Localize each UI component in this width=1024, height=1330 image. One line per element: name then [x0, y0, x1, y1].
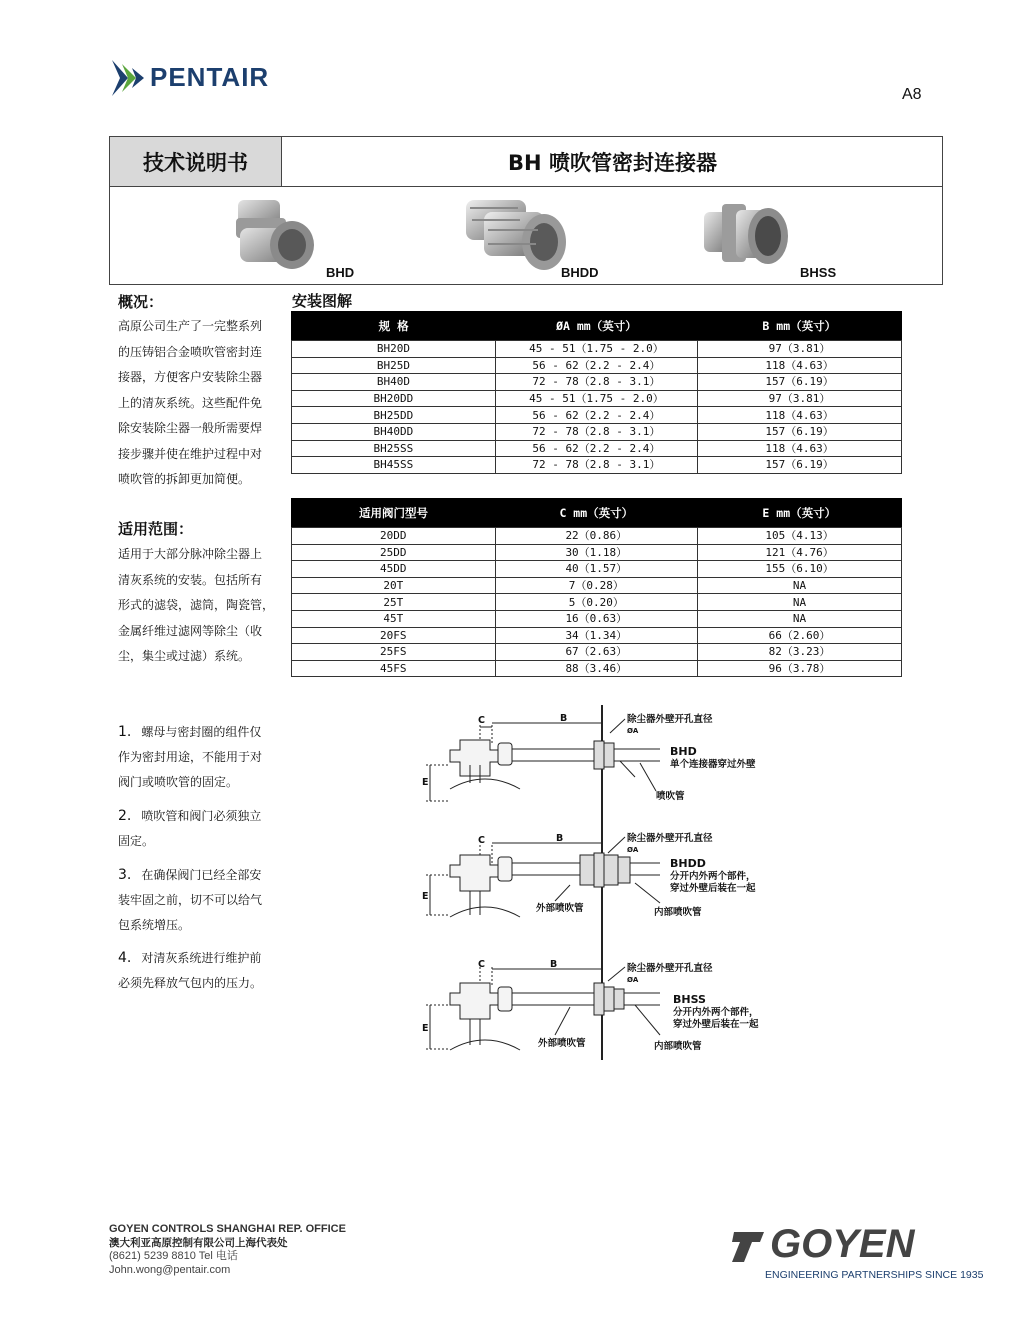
table-row: 25FS 67（2.63） 82（3.23） — [292, 644, 902, 661]
inner-pipe-label-3: 内部喷吹管 — [654, 1041, 702, 1052]
page-number: A8 — [902, 86, 922, 103]
scope-heading: 适用范围： — [118, 520, 194, 538]
dim-b-3: B — [550, 959, 558, 970]
model-bhd: BHD — [670, 745, 697, 758]
goyen-logo-icon — [730, 1230, 766, 1262]
installation-diagram — [420, 705, 780, 1065]
hole-label-2: 除尘器外壁开孔直径 — [627, 833, 713, 844]
doc-type-title: 技术说明书 — [110, 137, 282, 186]
col-header-a: ØA mm（英寸） — [495, 312, 697, 341]
table-row: 20FS 34（1.34） 66（2.60） — [292, 627, 902, 644]
note-1: 1. 螺母与密封圈的组件仅 作为密封用途，不能用于对 阀门或喷吹管的固定。 — [118, 724, 263, 789]
table-row: 20T 7（0.28） NA — [292, 577, 902, 594]
desc-bhd: 单个连接器穿过外壁 — [670, 759, 756, 770]
valve-table — [291, 498, 902, 677]
goyen-tagline: ENGINEERING PARTNERSHIPS SINCE 1935 — [765, 1269, 984, 1281]
col-header-spec: 规 格 — [292, 312, 496, 341]
col-header-valve: 适用阀门型号 — [292, 499, 496, 528]
hole-label-1: 除尘器外壁开孔直径 — [627, 714, 713, 725]
table-row: BH25DD 56 - 62（2.2 - 2.4） 118（4.63） — [292, 407, 902, 424]
model-bhdd: BHDD — [670, 857, 706, 870]
product-label-bhdd: BHDD — [561, 265, 599, 280]
spec-table — [291, 311, 902, 474]
dim-e-2: E — [422, 891, 429, 902]
dim-c-3: C — [478, 959, 485, 970]
note-4: 4. 对清灰系统进行维护前 必须先释放气包内的压力。 — [118, 950, 263, 990]
title-divider — [110, 186, 942, 187]
table-row: BH40DD 72 - 78（2.8 - 3.1） 157（6.19） — [292, 423, 902, 440]
col-header-b: B mm（英寸） — [698, 312, 902, 341]
dim-c-1: C — [478, 715, 485, 726]
table-row: 25DD 30（1.18） 121（4.76） — [292, 544, 902, 561]
overview-heading: 概况： — [118, 293, 164, 311]
bhss-product-image — [700, 198, 792, 276]
dim-a-1: ØA — [627, 727, 639, 735]
table-row: 25T 5（0.20） NA — [292, 594, 902, 611]
dim-e-3: E — [422, 1023, 429, 1034]
table-row: 45FS 88（3.46） 96（3.78） — [292, 660, 902, 677]
col-header-c: C mm（英寸） — [495, 499, 697, 528]
col-header-e: E mm（英寸） — [698, 499, 902, 528]
goyen-wordmark: GOYEN — [770, 1222, 915, 1266]
bhd-product-image — [228, 192, 318, 272]
table-row: BH45SS 72 - 78（2.8 - 3.1） 157（6.19） — [292, 457, 902, 474]
pentair-logo-icon — [108, 56, 148, 100]
outer-pipe-label-3: 外部喷吹管 — [538, 1038, 586, 1049]
model-bhss: BHSS — [673, 993, 706, 1006]
dim-e-1: E — [422, 777, 429, 788]
table-row: BH20DD 45 - 51（1.75 - 2.0） 97（3.81） — [292, 390, 902, 407]
product-label-bhss: BHSS — [800, 265, 837, 280]
dim-a-2: ØA — [627, 846, 639, 854]
spec-table-header — [292, 312, 902, 341]
pipe-label-1: 喷吹管 — [656, 791, 685, 802]
brand-name: PENTAIR — [150, 62, 270, 92]
table-row: BH20D 45 - 51（1.75 - 2.0） 97（3.81） — [292, 341, 902, 358]
install-heading: 安装图解 — [292, 292, 353, 310]
table-row: BH40D 72 - 78（2.8 - 3.1） 157（6.19） — [292, 374, 902, 391]
note-2: 2. 喷吹管和阀门必须独立 固定。 — [118, 808, 262, 848]
scope-text: 适用于大部分脉冲除尘器上 清灰系统的安装。包括所有 形式的滤袋，滤筒，陶瓷管， 金属纤维过滤网等除尘（收 尘，集尘或过滤）系统。 — [118, 547, 275, 663]
dim-b-1: B — [560, 713, 568, 724]
desc-bhdd-1: 分开内外两个部件， — [670, 871, 756, 882]
hole-label-3: 除尘器外壁开孔直径 — [627, 963, 713, 974]
desc-bhss-1: 分开内外两个部件， — [673, 1007, 759, 1018]
note-3: 3. 在确保阀门已经全部安 装牢固之前，切不可以给气 包系统增压。 — [118, 867, 263, 932]
desc-bhss-2: 穿过外壁后装在一起 — [673, 1019, 759, 1030]
bhdd-product-image — [458, 190, 568, 280]
table-row: 20DD 22（0.86） 105（4.13） — [292, 528, 902, 545]
dim-a-3: ØA — [627, 976, 639, 984]
inner-pipe-label-2: 内部喷吹管 — [654, 907, 702, 918]
table-row: BH25SS 56 - 62（2.2 - 2.4） 118（4.63） — [292, 440, 902, 457]
dim-b-2: B — [556, 833, 564, 844]
valve-table-header — [292, 499, 902, 528]
product-title: BH 喷吹管密封连接器 — [508, 150, 717, 175]
overview-text: 高原公司生产了一完整系列 的压铸铝合金喷吹管密封连 接器，方便客户安装除尘器 上的清灰系统。这些配件免 除安装除尘器一般所需要焊 接步骤并使在维护过程中对 喷吹管的拆卸更加简便。 — [118, 319, 263, 486]
product-label-bhd: BHD — [326, 265, 355, 280]
table-row: BH25D 56 - 62（2.2 - 2.4） 118（4.63） — [292, 357, 902, 374]
footer-contact: GOYEN CONTROLS SHANGHAI REP. OFFICE 澳大利亚高原控制有限公司上海代表处 (8621) 5239 8810 Tel 电话 John.wong@pentair.com — [109, 1223, 346, 1276]
table-row: 45T 16（0.63） NA — [292, 610, 902, 627]
dim-c-2: C — [478, 835, 485, 846]
outer-pipe-label-2: 外部喷吹管 — [536, 903, 584, 914]
desc-bhdd-2: 穿过外壁后装在一起 — [670, 883, 756, 894]
table-row: 45DD 40（1.57） 155（6.10） — [292, 561, 902, 578]
